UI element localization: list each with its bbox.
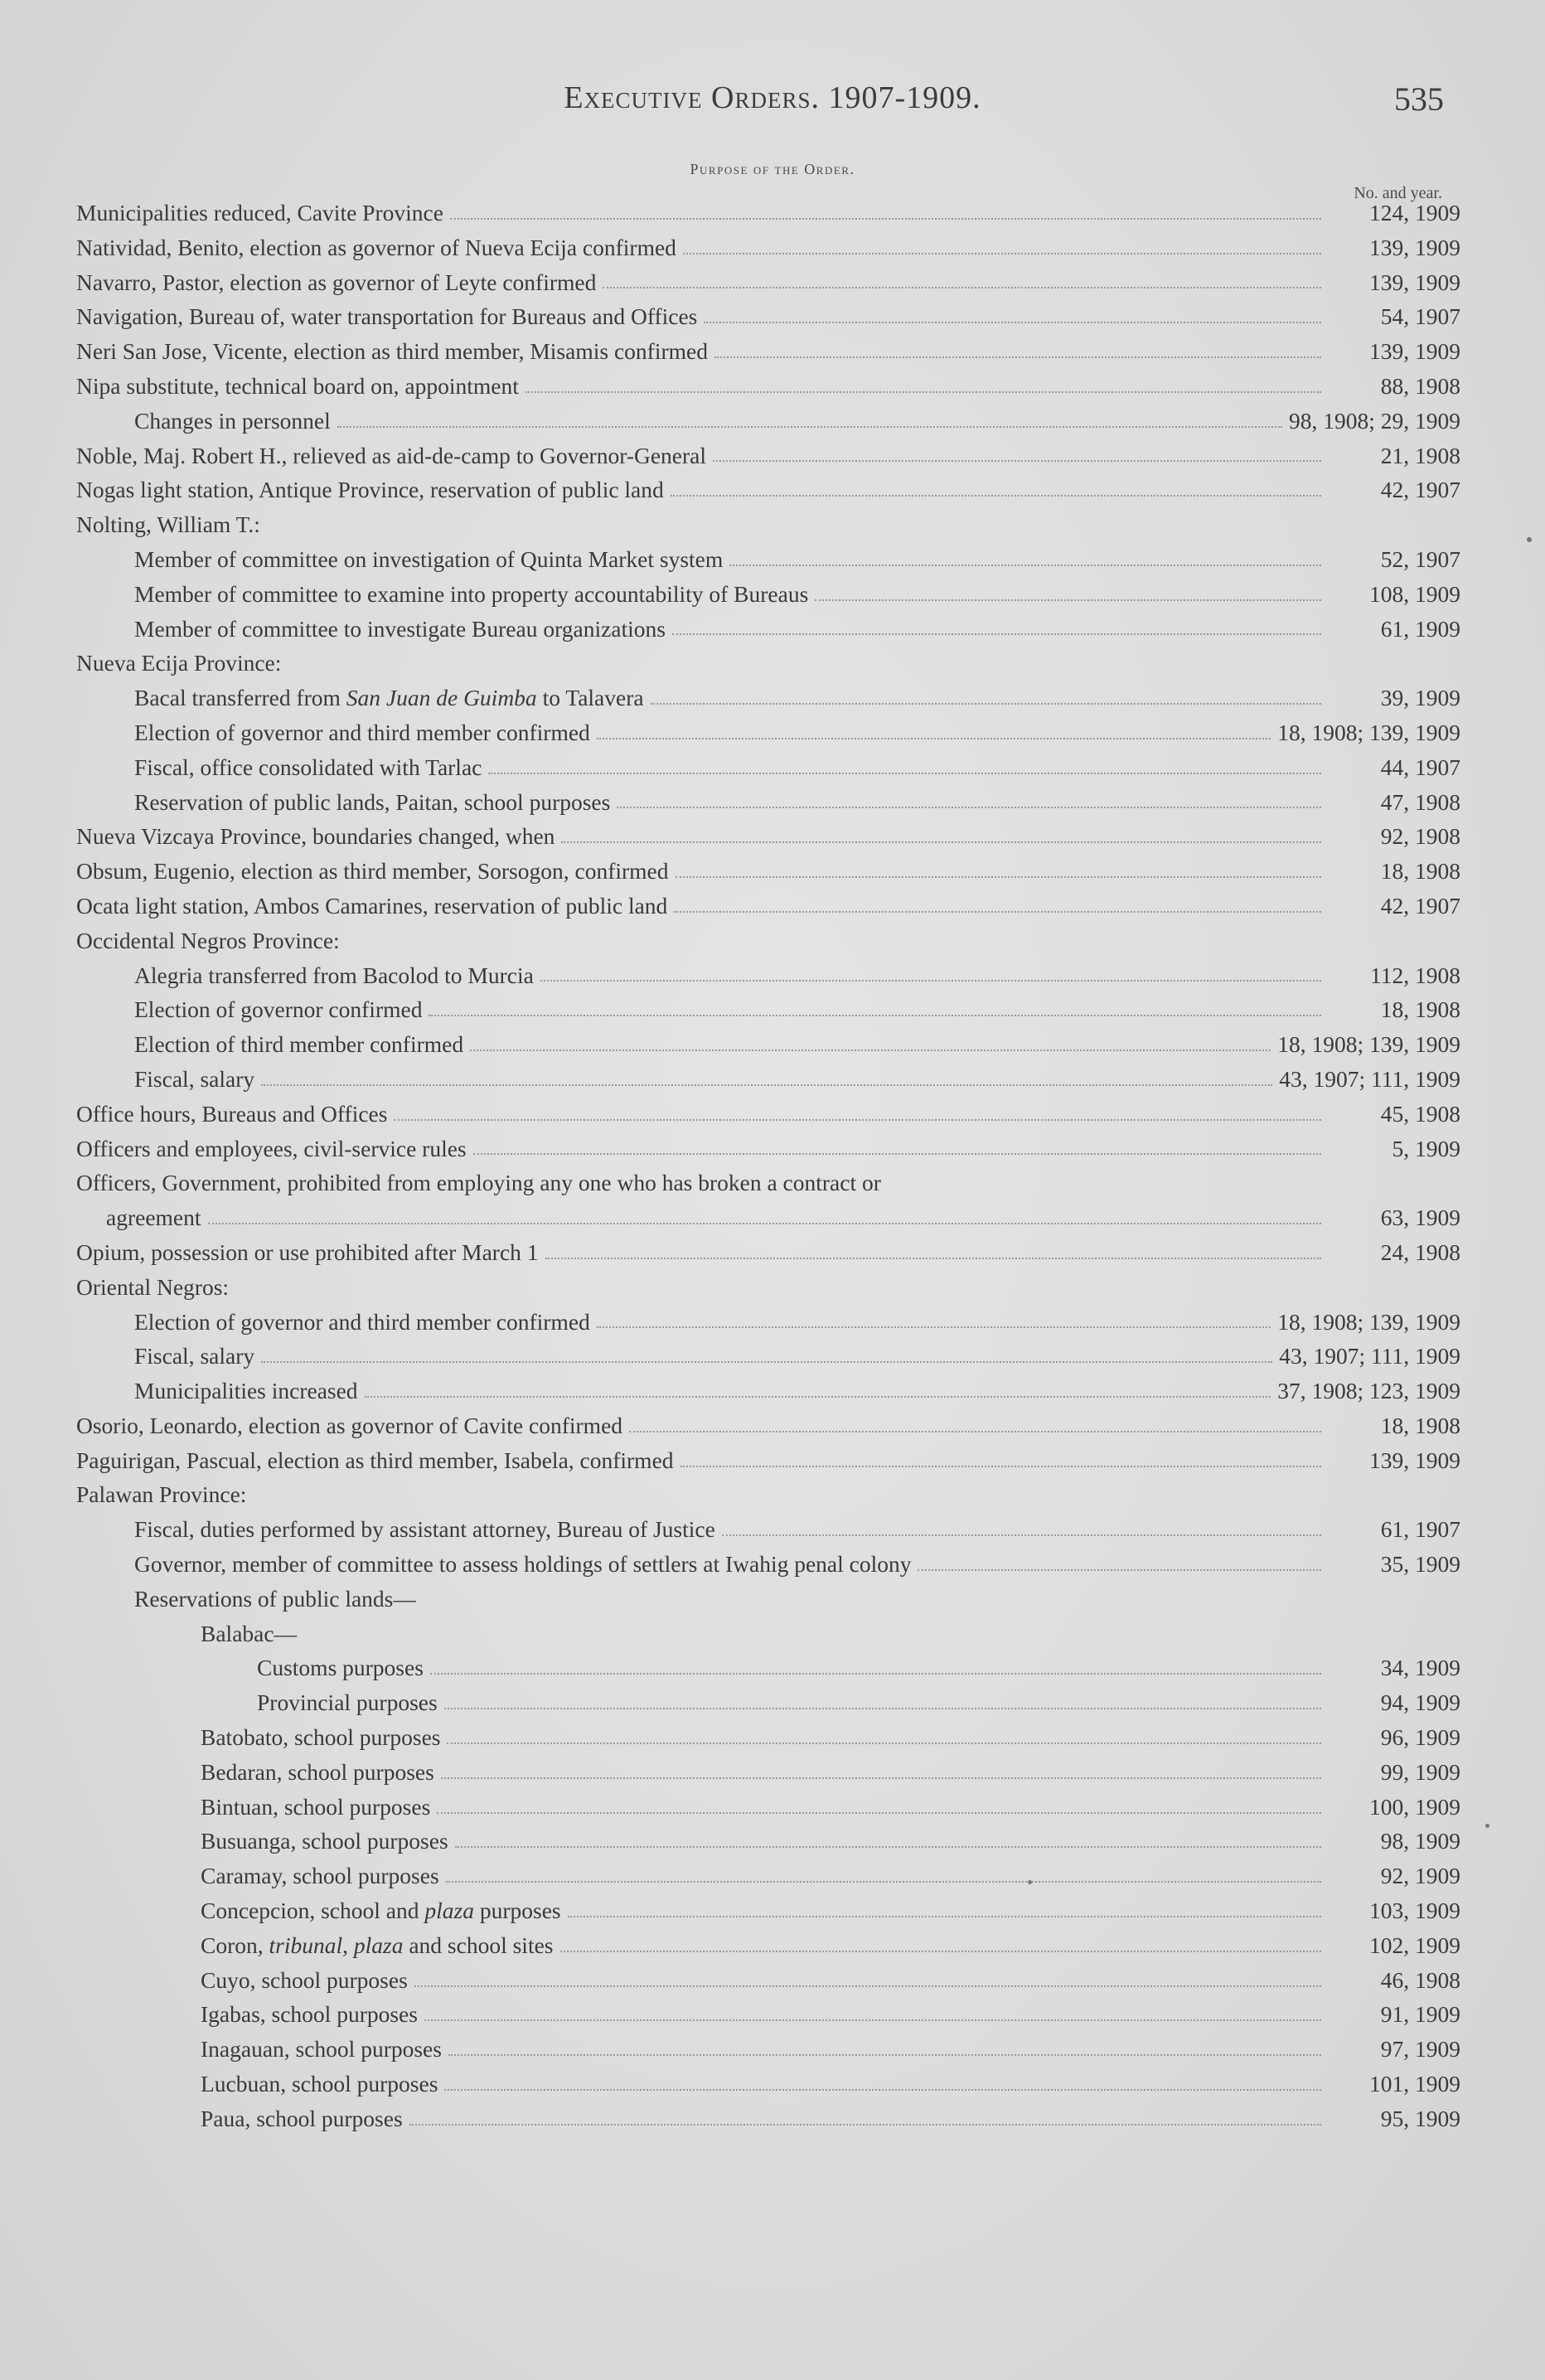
order-reference: 139, 1909 (1369, 234, 1460, 260)
order-reference: 100, 1909 (1369, 1793, 1460, 1820)
page-number: 535 (1394, 80, 1444, 118)
index-entry (76, 1582, 1460, 1617)
index-entry (76, 369, 1460, 404)
dot-leader (651, 703, 1321, 705)
index-entry (76, 265, 1460, 300)
dot-leader (714, 356, 1321, 358)
entry-text: Election of governor and third member confirmed (134, 1308, 590, 1335)
scan-speck (1485, 1824, 1489, 1828)
order-reference: 94, 1909 (1380, 1689, 1460, 1716)
entry-text: Nogas light station, Antique Province, reservation of public land (76, 477, 664, 503)
order-reference: 47, 1908 (1380, 788, 1460, 815)
entry-text: Changes in personnel (134, 407, 331, 434)
page-header (0, 80, 1545, 129)
index-entry (76, 1824, 1460, 1859)
entry-text: Inagauan, school purposes (201, 2036, 442, 2063)
dot-leader (441, 1777, 1321, 1779)
dot-leader (444, 1708, 1321, 1709)
index-entry (76, 958, 1460, 993)
order-reference: 5, 1909 (1392, 1135, 1460, 1161)
entry-text: Navarro, Pastor, election as governor of Leyte confirmed (76, 269, 597, 295)
index-entry (76, 1097, 1460, 1132)
dot-leader (561, 841, 1321, 843)
dot-leader (444, 2089, 1321, 2091)
index-entry (76, 854, 1460, 889)
order-reference: 91, 1909 (1380, 2001, 1460, 2028)
entry-text: Fiscal, salary (134, 1065, 255, 1092)
entry-text: Officers and employees, civil-service rules (76, 1135, 467, 1161)
order-reference: 108, 1909 (1369, 580, 1460, 607)
entry-text: Balabac— (201, 1620, 298, 1646)
index-entry (76, 1027, 1460, 1062)
order-reference: 35, 1909 (1380, 1551, 1460, 1578)
order-reference: 43, 1907; 111, 1909 (1279, 1343, 1460, 1369)
index-entry (76, 1270, 1460, 1305)
entry-text: Natividad, Benito, election as governor of Nueva Ecija confirmed (76, 234, 676, 260)
dot-leader (337, 426, 1282, 428)
dot-leader (365, 1396, 1271, 1398)
index-entry (76, 923, 1460, 958)
index-entry (76, 334, 1460, 369)
entry-text: Office hours, Bureaus and Offices (76, 1100, 388, 1127)
entry-text: Election of governor and third member confirmed (134, 719, 590, 745)
index-entry (76, 1166, 1460, 1200)
index-entry (76, 1547, 1460, 1582)
order-reference: 88, 1908 (1380, 372, 1460, 399)
dot-leader (429, 1015, 1321, 1016)
index-entry (76, 1963, 1460, 1998)
order-reference: 18, 1908; 139, 1909 (1277, 1031, 1460, 1058)
entry-text: Coron, tribunal, plaza and school sites (201, 1932, 554, 1958)
dot-leader (473, 1153, 1321, 1155)
order-reference: 18, 1908 (1380, 996, 1460, 1023)
entry-text: Fiscal, duties performed by assistant attorney, Bureau of Justice (134, 1516, 715, 1543)
index-entry (76, 1997, 1460, 2032)
index-entry (76, 1928, 1460, 1963)
dot-leader (671, 495, 1321, 497)
dot-leader (704, 322, 1321, 323)
index-entry (76, 1477, 1460, 1512)
entry-text: Provincial purposes (257, 1689, 438, 1716)
index-entry (76, 577, 1460, 612)
entry-text: Municipalities reduced, Cavite Province (76, 200, 443, 225)
dot-leader (450, 218, 1321, 220)
entry-text: Paguirigan, Pascual, election as third member, Isabela, confirmed (76, 1447, 674, 1473)
index-entry (76, 473, 1460, 507)
index-entry (76, 750, 1460, 785)
entry-text: Lucbuan, school purposes (201, 2071, 438, 2097)
dot-leader (674, 911, 1321, 913)
order-reference: 95, 1909 (1380, 2105, 1460, 2131)
index-entry (76, 439, 1460, 473)
order-reference: 37, 1908; 123, 1909 (1277, 1378, 1460, 1404)
order-reference: 54, 1907 (1380, 303, 1460, 330)
dot-leader (414, 1985, 1321, 1987)
index-entry (76, 646, 1460, 681)
dot-leader (683, 253, 1321, 254)
index-entry (76, 1755, 1460, 1790)
index-entry (76, 1443, 1460, 1478)
order-reference: 98, 1908; 29, 1909 (1288, 407, 1460, 434)
dot-leader (446, 1881, 1321, 1883)
index-entries (76, 196, 1460, 2136)
dot-leader (672, 633, 1321, 635)
order-reference: 92, 1909 (1380, 1863, 1460, 1889)
index-entry (76, 1617, 1460, 1651)
index-entry (76, 1062, 1460, 1097)
entry-text: Fiscal, office consolidated with Tarlac (134, 754, 482, 780)
dot-leader (597, 1326, 1271, 1328)
entry-text: Cuyo, school purposes (201, 1966, 408, 1993)
order-reference: 61, 1909 (1380, 615, 1460, 642)
dot-leader (617, 807, 1321, 808)
order-reference: 52, 1907 (1380, 545, 1460, 572)
index-entry (76, 1685, 1460, 1720)
entry-text: Election of governor confirmed (134, 996, 423, 1023)
entry-text: Osorio, Leonardo, election as governor of Cavite confirmed (76, 1412, 623, 1438)
dot-leader (713, 460, 1321, 462)
entry-text: Bintuan, school purposes (201, 1793, 431, 1820)
index-entry (76, 1374, 1460, 1408)
dot-leader (540, 980, 1321, 982)
entry-text: Occidental Negros Province: (76, 927, 340, 953)
dot-leader (560, 1951, 1322, 1952)
dot-leader (470, 1049, 1271, 1051)
entry-text: Alegria transferred from Bacolod to Murcia (134, 962, 534, 988)
dot-leader (629, 1431, 1321, 1432)
entry-text: Nueva Vizcaya Province, boundaries changed, when (76, 823, 555, 850)
order-reference: 34, 1909 (1380, 1655, 1460, 1681)
index-entry (76, 1790, 1460, 1825)
index-entry (76, 819, 1460, 854)
entry-text: Municipalities increased (134, 1378, 358, 1404)
index-entry (76, 612, 1460, 647)
index-entry (76, 1859, 1460, 1893)
dot-leader (568, 1916, 1321, 1917)
entry-text: Election of third member confirmed (134, 1031, 464, 1058)
index-entry (76, 1512, 1460, 1547)
entry-text: Bacal transferred from San Juan de Guimba to Talavera (134, 685, 644, 711)
order-reference: 139, 1909 (1369, 269, 1460, 295)
entry-text: Officers, Government, prohibited from employing any one who has broken a contract or (76, 1170, 881, 1196)
entry-text: Bedaran, school purposes (201, 1758, 434, 1785)
scan-speck (1527, 537, 1532, 542)
index-entry (76, 715, 1460, 750)
dot-leader (261, 1084, 1272, 1086)
order-reference: 39, 1909 (1380, 685, 1460, 711)
index-entry (76, 1200, 1460, 1235)
order-reference: 101, 1909 (1369, 2071, 1460, 2097)
index-entry (76, 1339, 1460, 1374)
section-heading: Purpose of the Order. (690, 161, 855, 177)
index-entry (76, 1650, 1460, 1685)
order-reference: 97, 1909 (1380, 2036, 1460, 2063)
entry-text: Palawan Province: (76, 1481, 247, 1508)
index-entry (76, 404, 1460, 439)
dot-leader (261, 1361, 1272, 1363)
entry-text: Reservations of public lands— (134, 1585, 416, 1612)
index-entry (76, 507, 1460, 542)
dot-leader (815, 599, 1321, 601)
index-entry (76, 299, 1460, 334)
index-entry (76, 196, 1460, 230)
entry-text: Navigation, Bureau of, water transportation for Bureaus and Offices (76, 303, 698, 330)
index-entry (76, 889, 1460, 923)
dot-leader (424, 2019, 1321, 2021)
entry-text: agreement (106, 1205, 201, 1231)
entry-text: Paua, school purposes (201, 2105, 403, 2131)
dot-leader (597, 738, 1271, 739)
order-reference: 18, 1908; 139, 1909 (1277, 719, 1460, 745)
entry-text: Oriental Negros: (76, 1273, 230, 1300)
entry-text: Opium, possession or use prohibited after March 1 (76, 1238, 539, 1265)
index-entry (76, 1720, 1460, 1755)
dot-leader (603, 287, 1321, 288)
order-reference: 98, 1909 (1380, 1828, 1460, 1854)
entry-text: Member of committee to examine into property accountability of Bureaus (134, 580, 809, 607)
entry-text: Nolting, William T.: (76, 511, 260, 538)
entry-text: Busuanga, school purposes (201, 1828, 448, 1854)
scan-speck (1028, 1880, 1032, 1884)
index-entry (76, 681, 1460, 715)
order-reference: 92, 1908 (1380, 823, 1460, 850)
order-reference: 24, 1908 (1380, 1238, 1460, 1265)
order-reference: 43, 1907; 111, 1909 (1279, 1065, 1460, 1092)
index-entry (76, 1235, 1460, 1270)
order-reference: 61, 1907 (1380, 1516, 1460, 1543)
index-entry (76, 2032, 1460, 2067)
order-reference: 139, 1909 (1369, 1447, 1460, 1473)
dot-leader (545, 1258, 1321, 1259)
entry-text: Governor, member of committee to assess holdings of settlers at Iwahig penal colony (134, 1551, 912, 1578)
order-reference: 45, 1908 (1380, 1100, 1460, 1127)
entry-text: Neri San Jose, Vicente, election as third member, Misamis confirmed (76, 338, 708, 365)
index-entry (76, 1305, 1460, 1340)
index-entry (76, 542, 1460, 577)
order-reference: 18, 1908 (1380, 858, 1460, 885)
entry-text: Customs purposes (257, 1655, 424, 1681)
index-entry (76, 785, 1460, 820)
dot-leader (394, 1119, 1321, 1121)
dot-leader (430, 1673, 1321, 1675)
dot-leader (437, 1812, 1321, 1814)
entry-text: Batobato, school purposes (201, 1724, 441, 1751)
entry-text: Igabas, school purposes (201, 2001, 418, 2028)
entry-text: Fiscal, salary (134, 1343, 255, 1369)
order-reference: 21, 1908 (1380, 442, 1460, 468)
order-reference: 99, 1909 (1380, 1758, 1460, 1785)
order-reference: 42, 1907 (1380, 892, 1460, 919)
order-reference: 102, 1909 (1369, 1932, 1460, 1958)
entry-text: Concepcion, school and plaza purposes (201, 1898, 561, 1924)
order-reference: 42, 1907 (1380, 477, 1460, 503)
index-entry (76, 1132, 1460, 1166)
entry-text: Obsum, Eugenio, election as third member, Sorsogon, confirmed (76, 858, 669, 885)
dot-leader (455, 1846, 1321, 1848)
entry-text: Caramay, school purposes (201, 1863, 439, 1889)
index-entry (76, 2067, 1460, 2101)
order-reference: 112, 1908 (1370, 962, 1460, 988)
dot-leader (722, 1534, 1321, 1536)
entry-text: Nueva Ecija Province: (76, 650, 282, 676)
order-reference: 96, 1909 (1380, 1724, 1460, 1751)
entry-text: Member of committee to investigate Bureau organizations (134, 615, 666, 642)
index-entry (76, 1408, 1460, 1443)
order-reference: 103, 1909 (1369, 1898, 1460, 1924)
entry-text: Nipa substitute, technical board on, appointment (76, 372, 519, 399)
order-reference: 139, 1909 (1369, 338, 1460, 365)
dot-leader (448, 2054, 1321, 2056)
entry-text: Member of committee on investigation of Quinta Market system (134, 545, 724, 572)
dot-leader (729, 565, 1321, 566)
entry-text: Ocata light station, Ambos Camarines, reservation of public land (76, 892, 668, 919)
dot-leader (447, 1743, 1321, 1744)
dot-leader (525, 391, 1321, 393)
dot-leader (409, 2124, 1321, 2126)
entry-text: Reservation of public lands, Paitan, school purposes (134, 788, 611, 815)
dot-leader (676, 876, 1321, 878)
dot-leader (918, 1569, 1321, 1571)
order-reference: 18, 1908 (1380, 1412, 1460, 1438)
order-reference: 46, 1908 (1380, 1966, 1460, 1993)
order-reference: 124, 1909 (1369, 200, 1460, 225)
dot-leader (488, 773, 1321, 774)
order-reference: 63, 1909 (1380, 1205, 1460, 1231)
order-reference: 18, 1908; 139, 1909 (1277, 1308, 1460, 1335)
column-heading: No. and year. (1354, 184, 1442, 202)
dot-leader (208, 1223, 1321, 1224)
running-title: Executive Orders. 1907-1909. (564, 80, 981, 115)
index-entry (76, 992, 1460, 1027)
order-reference: 44, 1907 (1380, 754, 1460, 780)
index-entry (76, 230, 1460, 265)
index-entry (76, 2101, 1460, 2136)
dot-leader (680, 1466, 1321, 1467)
index-entry (76, 1893, 1460, 1928)
entry-text: Noble, Maj. Robert H., relieved as aid-de-camp to Governor-General (76, 442, 706, 468)
